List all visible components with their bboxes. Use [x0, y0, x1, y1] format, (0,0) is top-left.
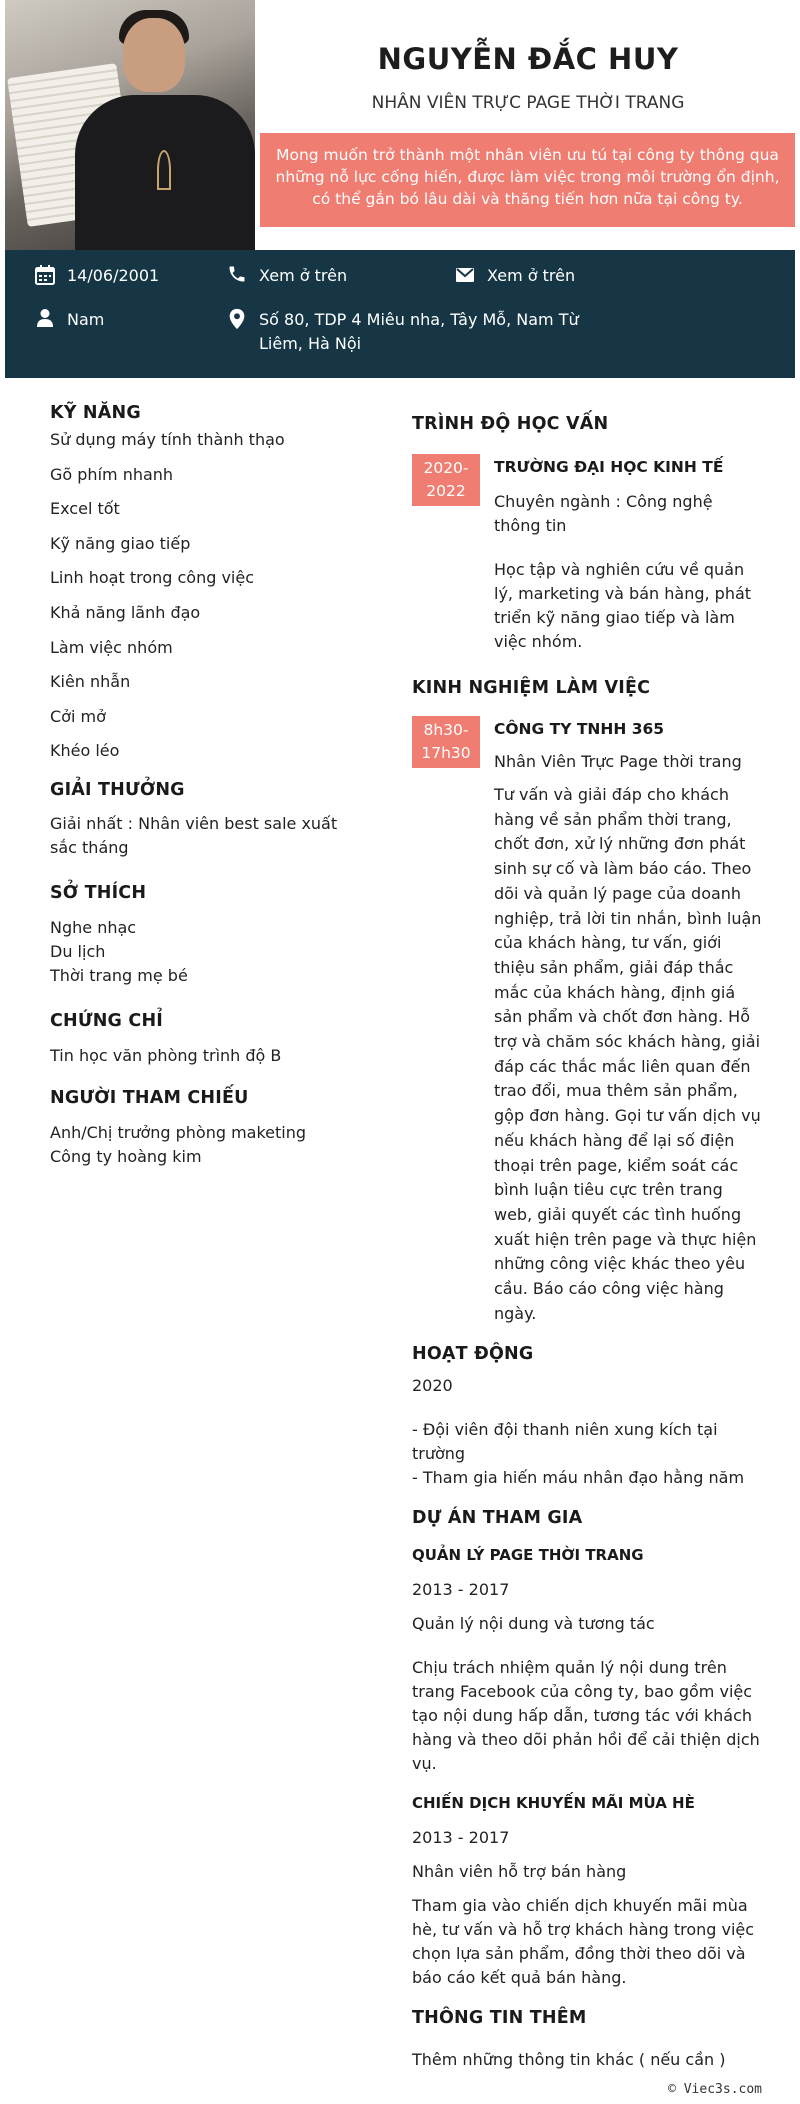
gender-value: Nam — [67, 310, 105, 329]
list-item: Khả năng lãnh đạo — [50, 602, 201, 622]
activity-line: - Tham gia hiến máu nhân đạo hằng năm — [412, 1468, 745, 1488]
contact-band — [5, 250, 795, 378]
project-name: QUẢN LÝ PAGE THỜI TRANG — [412, 1546, 644, 1565]
education-entry — [412, 454, 762, 654]
list-item: Thời trang mẹ bé — [50, 965, 188, 985]
activities-year: 2020 — [412, 1376, 453, 1396]
list-item: Làm việc nhóm — [50, 637, 173, 657]
projects-title: DỰ ÁN THAM GIA — [412, 1508, 583, 1529]
project-name: CHIẾN DỊCH KHUYẾN MÃI MÙA HÈ — [412, 1794, 695, 1813]
contact-email — [455, 264, 575, 288]
reference-line: Công ty hoàng kim — [50, 1146, 202, 1166]
list-item: Khéo léo — [50, 741, 120, 761]
skills-list — [50, 425, 350, 771]
phone-value: Xem ở trên — [259, 266, 348, 285]
period-start: 8h30- — [423, 721, 469, 739]
contact-address — [227, 308, 617, 356]
contact-dob — [35, 264, 159, 288]
extra-info-title: THÔNG TIN THÊM — [412, 2008, 587, 2029]
list-item: Du lịch — [50, 941, 106, 961]
career-objective: Mong muốn trở thành một nhân viên ưu tú tại công ty thông qua những nỗ lực cống hiến, được làm việc trong môi trường ổn định, có thể gắn bó lâu dài và thăng tiến hơn nữa tại công ty. — [260, 133, 795, 227]
project-item — [412, 1794, 762, 1990]
awards-text: Giải nhất : Nhân viên best sale xuất sắc tháng — [50, 813, 338, 857]
school-name: TRƯỜNG ĐẠI HỌC KINH TẾ — [494, 458, 724, 476]
reference-line: Anh/Chị trưởng phòng maketing — [50, 1122, 307, 1142]
education-description: Học tập và nghiên cứu về quản lý, marketing và bán hàng, phát triển kỹ năng giao tiếp và làm việc nhóm. — [494, 560, 752, 651]
period-end: 17h30 — [421, 744, 471, 762]
activity-line: - Đội viên đội thanh niên xung kích tại trường — [412, 1420, 718, 1464]
list-item: Linh hoạt trong công việc — [50, 568, 255, 588]
experience-description: Tư vấn và giải đáp cho khách hàng về sản phẩm thời trang, chốt đơn, xử lý những đơn phát sinh sự cố và làm báo cáo. Theo dõi và quản lý page của doanh nghiệp, trả lời tin nhắn, bình luận của khách hàng, tư vấn, giới thiệu sản phẩm, giải đáp thắc mắc của khách hàng, định giá sản phẩm và chốt đơn hàng. Hỗ trợ và chăm sóc khách hàng, giải đáp các thắc mắc liên quan đến trao đổi, mua thêm sản phẩm, gộp đơn hàng. Gọi tư vấn dịch vụ nếu khách hàng để lại số điện thoại trên page, kiểm soát các bình luận tiêu cực trên trang web, giải quyết các tình huống xuất hiện trên page và thực hiện những công việc khác theo yêu cầu. Báo cáo công việc hàng ngày. — [494, 785, 762, 1323]
project-description: Tham gia vào chiến dịch khuyến mãi mùa hè, tư vấn và hỗ trợ khách hàng trong việc chọn lựa sản phẩm, đồng thời theo dõi và báo cáo kết quả bán hàng. — [412, 1896, 755, 1988]
period-end: 2022 — [426, 482, 466, 500]
left-column — [50, 403, 350, 1169]
education-period-badge — [412, 454, 480, 506]
watermark: © Viec3s.com — [668, 2082, 762, 2097]
hobbies-title: SỞ THÍCH — [50, 882, 147, 903]
envelope-icon — [455, 265, 475, 285]
right-column — [412, 400, 762, 2072]
email-value: Xem ở trên — [487, 266, 576, 285]
extra-info-text: Thêm những thông tin khác ( nếu cần ) — [412, 2050, 726, 2070]
references-title: NGƯỜI THAM CHIẾU — [50, 1087, 249, 1108]
list-item: Gõ phím nhanh — [50, 464, 174, 484]
company-name: CÔNG TY TNHH 365 — [494, 720, 665, 738]
list-item: Cởi mở — [50, 706, 106, 726]
project-description: Chịu trách nhiệm quản lý nội dung trên trang Facebook của công ty, bao gồm việc tạo nội dung hấp dẫn, tương tác với khách hàng và theo dõi phản hồi để cải thiện dịch vụ. — [412, 1658, 760, 1774]
project-role: Nhân viên hỗ trợ bán hàng — [412, 1862, 627, 1882]
activities-title: HOẠT ĐỘNG — [412, 1344, 534, 1365]
location-pin-icon — [227, 308, 247, 330]
address-value: Số 80, TDP 4 Miêu nha, Tây Mỗ, Nam Từ Liêm, Hà Nội — [259, 310, 579, 353]
hobbies-list — [50, 916, 350, 988]
certificates-title: CHỨNG CHỈ — [50, 1010, 164, 1031]
contact-gender — [35, 308, 104, 332]
project-item — [412, 1546, 762, 1776]
project-period: 2013 - 2017 — [412, 1828, 510, 1848]
experience-entry — [412, 716, 762, 1326]
education-major: Chuyên ngành : Công nghệ thông tin — [494, 492, 713, 535]
job-title: NHÂN VIÊN TRỰC PAGE THỜI TRANG — [371, 93, 685, 113]
list-item: Nghe nhạc — [50, 917, 137, 937]
education-title: TRÌNH ĐỘ HỌC VẤN — [412, 414, 609, 434]
project-period: 2013 - 2017 — [412, 1580, 510, 1600]
references-block — [50, 1121, 350, 1169]
list-item: Sử dụng máy tính thành thạo — [50, 430, 285, 449]
list-item: Excel tốt — [50, 499, 120, 519]
project-role: Quản lý nội dung và tương tác — [412, 1614, 655, 1634]
period-start: 2020- — [423, 459, 469, 477]
list-item: Kiên nhẫn — [50, 672, 131, 692]
certificates-text: Tin học văn phòng trình độ B — [50, 1045, 282, 1065]
skills-title: KỸ NĂNG — [50, 403, 141, 423]
experience-position: Nhân Viên Trực Page thời trang — [494, 752, 742, 771]
calendar-icon — [35, 265, 55, 285]
experience-period-badge — [412, 716, 480, 768]
profile-photo — [5, 0, 255, 250]
person-icon — [35, 308, 55, 328]
candidate-name: NGUYỄN ĐẮC HUY — [377, 42, 679, 76]
dob-value: 14/06/2001 — [67, 266, 160, 285]
experience-title: KINH NGHIỆM LÀM VIỆC — [412, 678, 651, 698]
list-item: Kỹ năng giao tiếp — [50, 533, 191, 553]
contact-phone — [227, 264, 347, 288]
awards-title: GIẢI THƯỞNG — [50, 779, 185, 800]
phone-icon — [227, 264, 247, 284]
